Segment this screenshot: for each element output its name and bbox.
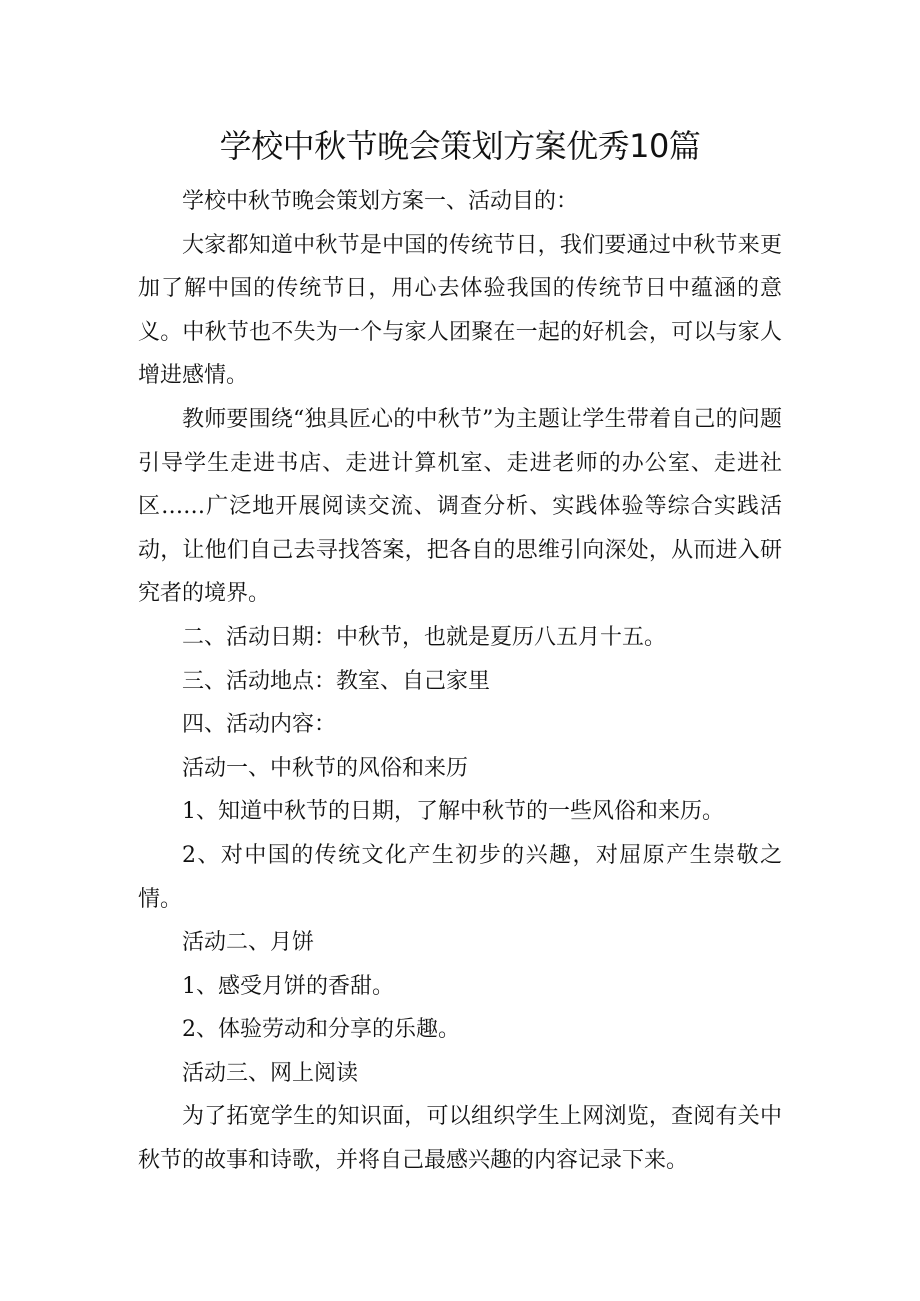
paragraph-intro-heading: 学校中秋节晚会策划方案一、活动目的：	[182, 189, 579, 214]
paragraph-activity-one-heading: 活动一、中秋节的风俗和来历	[182, 755, 469, 781]
paragraph-activity-one-item-1: 1、知道中秋节的日期，了解中秋节的一些风俗和来历。	[182, 799, 724, 825]
paragraph-activity-two-item-1: 1、感受月饼的香甜。	[182, 973, 394, 999]
paragraph-activity-two-heading: 活动二、月饼	[182, 930, 315, 956]
paragraph-activity-content-heading: 四、活动内容：	[182, 712, 337, 738]
paragraph-activity-date: 二、活动日期：中秋节，也就是夏历八五月十五。	[182, 624, 667, 650]
paragraph-activity-location: 三、活动地点：教室、自己家里	[182, 668, 491, 694]
paragraph-activity-three-heading: 活动三、网上阅读	[182, 1060, 359, 1086]
paragraph-activity-one-item-2: 2、对中国的传统文化产生初步的兴趣，对屈原产生崇敬之情。	[138, 842, 782, 912]
paragraph-purpose: 大家都知道中秋节是中国的传统节日，我们要通过中秋节来更加了解中国的传统节日，用心去体验我国的传统节日中蕴涵的意义。中秋节也不失为一个与家人团聚在一起的好机会，可以与家人增进感情。	[138, 232, 782, 389]
paragraph-activity-two-item-2: 2、体验劳动和分享的乐趣。	[182, 1017, 460, 1043]
document-title: 学校中秋节晚会策划方案优秀10篇	[219, 127, 701, 165]
paragraph-teacher-guidance: 教师要围绕“独具匠心的中秋节”为主题让学生带着自己的问题引导学生走进书店、走进计算机室、走进老师的办公室、走进社区……广泛地开展阅读交流、调查分析、实践体验等综合实践活动，让他们自己去寻找答案，把各自的思维引向深处，从而进入研究者的境界。	[138, 406, 782, 607]
paragraph-online-reading: 为了拓宽学生的知识面，可以组织学生上网浏览，查阅有关中秋节的故事和诗歌，并将自己最感兴趣的内容记录下来。	[138, 1104, 782, 1174]
